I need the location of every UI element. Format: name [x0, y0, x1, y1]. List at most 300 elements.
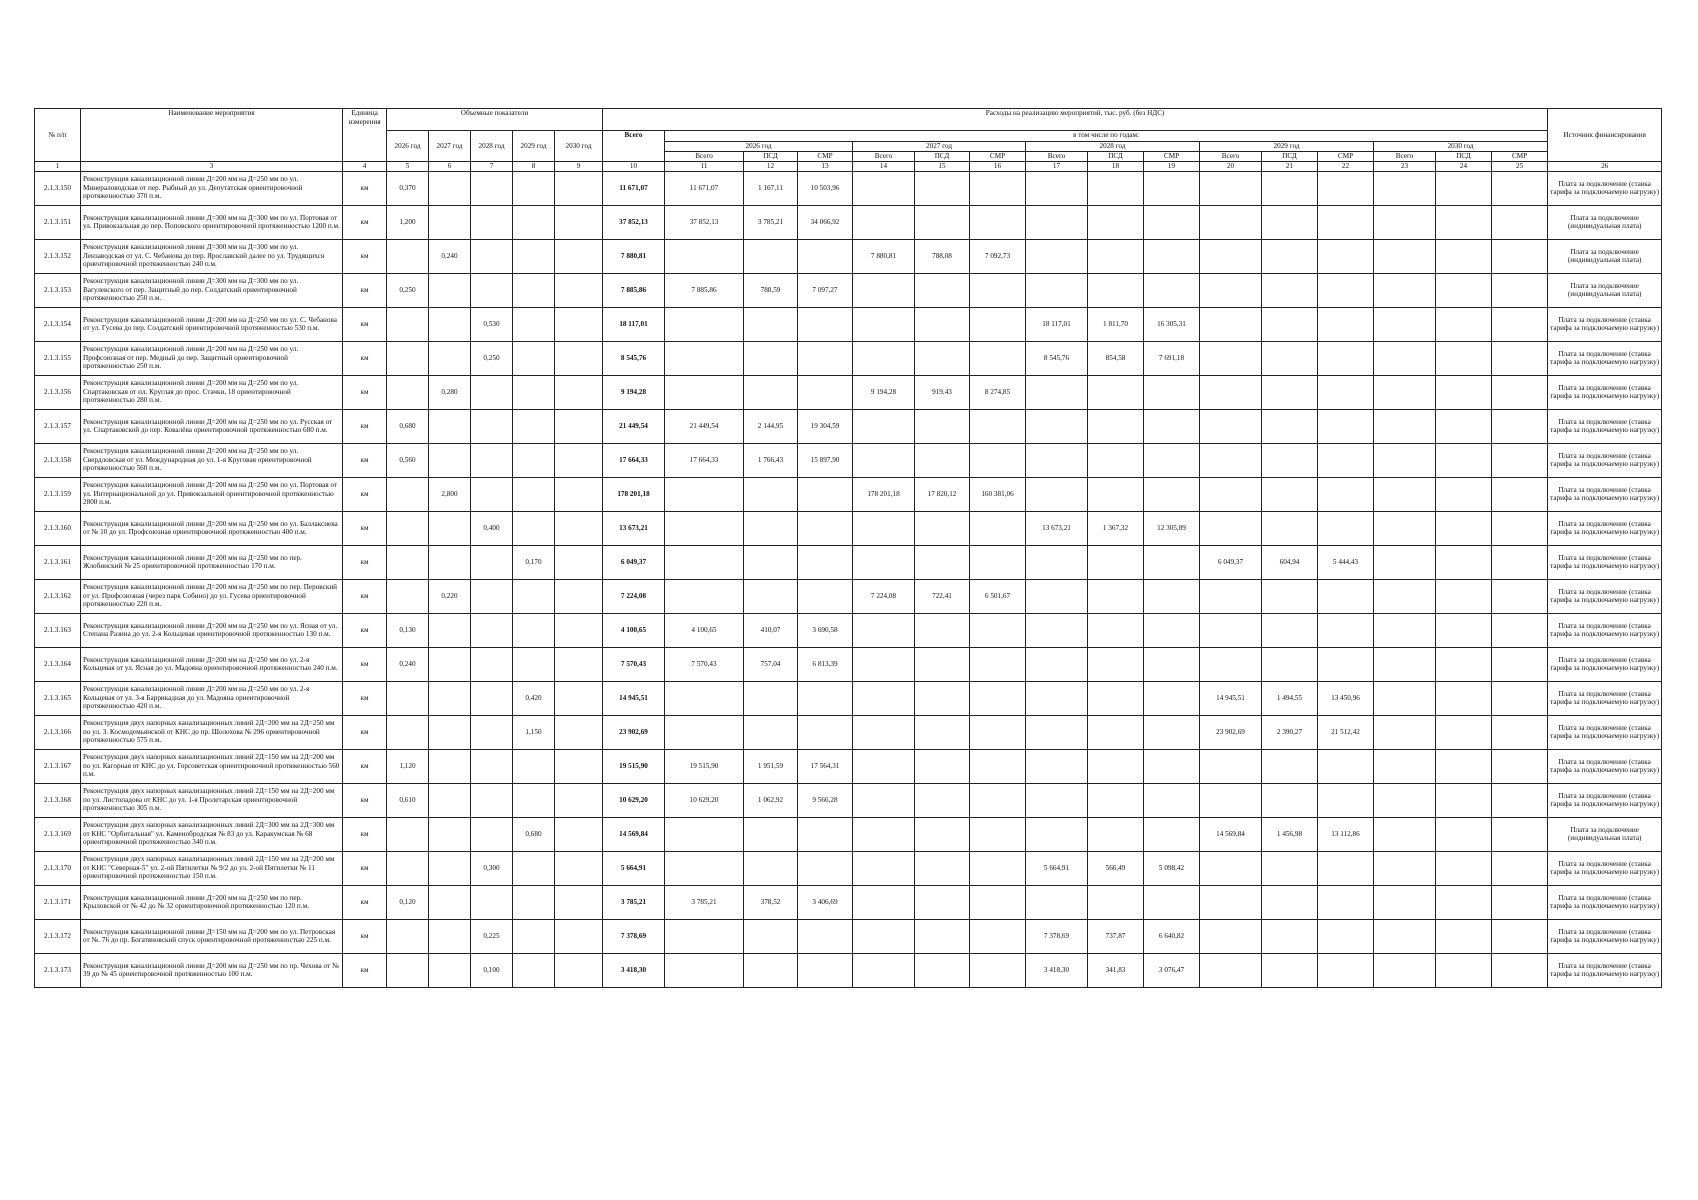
- row-cost-total: [1200, 171, 1262, 205]
- row-cost-total: 6 049,37: [1200, 545, 1262, 579]
- row-cost-total: 37 852,13: [665, 205, 744, 239]
- row-cost-psd: 854,58: [1088, 341, 1144, 375]
- row-cost-psd: [744, 375, 798, 409]
- row-cost-total: [1374, 953, 1436, 987]
- row-cost-smr: [1318, 443, 1374, 477]
- row-volume: [387, 953, 429, 987]
- row-cost-total: [1374, 919, 1436, 953]
- row-volume: [555, 477, 603, 511]
- row-name: Реконструкция двух напорных канализационных линий 2Д=300 мм на 2Д=300 мм от КНС "Орбитальная" ул. Каменобродская № 83 до ул. Каракумская № 68 ориентировочной протяженностью 340 п.м.: [81, 817, 343, 851]
- row-cost-smr: [970, 885, 1026, 919]
- row-cost-smr: [1492, 885, 1548, 919]
- row-volume: [429, 681, 471, 715]
- table-row: [35, 613, 1662, 647]
- table-row: [35, 817, 1662, 851]
- column-number: 5: [387, 162, 429, 172]
- row-cost-psd: 410,07: [744, 613, 798, 647]
- row-cost-smr: [970, 205, 1026, 239]
- row-cost-smr: [1144, 885, 1200, 919]
- row-cost-smr: [970, 443, 1026, 477]
- row-unit: км: [343, 579, 387, 613]
- row-cost-smr: [970, 171, 1026, 205]
- row-name: Реконструкция канализационной линии Д=200 мм на Д=250 мм по ул. Портовая от ул. Интернациональной до ул. Привокзальной ориентировочной протяженностью 2800 п.м.: [81, 477, 343, 511]
- row-volume: [513, 885, 555, 919]
- column-number: 7: [471, 162, 513, 172]
- row-total: 7 880,81: [603, 239, 665, 273]
- row-name: Реконструкция канализационной линии Д=300 мм на Д=300 мм по ул. Портовая от ул. Привокзальная до пер. Поповского ориентировочной протяженностью 1200 п.м.: [81, 205, 343, 239]
- row-name: Реконструкция канализационной линии Д=300 мм на Д=300 мм по ул. Лензаводская от ул. С. Чебанова до пер. Ярославский далее по ул. Трудящихся ориентировочной протяженностью 240 п.м.: [81, 239, 343, 273]
- row-volume: [471, 681, 513, 715]
- row-volume: 0,220: [429, 579, 471, 613]
- row-cost-total: 3 418,30: [1026, 953, 1088, 987]
- row-id: 2.1.3.155: [35, 341, 81, 375]
- header-sub-total: Всего: [1374, 152, 1436, 162]
- row-cost-smr: [1144, 171, 1200, 205]
- row-cost-psd: [1262, 749, 1318, 783]
- row-total: 7 885,86: [603, 273, 665, 307]
- row-volume: [471, 477, 513, 511]
- row-volume: [555, 171, 603, 205]
- row-volume: 0,100: [471, 953, 513, 987]
- row-volume: [429, 511, 471, 545]
- row-cost-total: [1026, 783, 1088, 817]
- row-total: 21 449,54: [603, 409, 665, 443]
- header-sub-total: Всего: [853, 152, 915, 162]
- column-number: 8: [513, 162, 555, 172]
- row-cost-total: [1200, 205, 1262, 239]
- row-unit: км: [343, 477, 387, 511]
- row-volume: [555, 953, 603, 987]
- column-number: 22: [1318, 162, 1374, 172]
- row-unit: км: [343, 171, 387, 205]
- row-cost-psd: [1262, 477, 1318, 511]
- row-cost-smr: [1318, 613, 1374, 647]
- row-cost-smr: [1318, 647, 1374, 681]
- row-cost-total: [853, 545, 915, 579]
- row-cost-psd: [1436, 409, 1492, 443]
- row-cost-total: 11 671,07: [665, 171, 744, 205]
- row-id: 2.1.3.150: [35, 171, 81, 205]
- row-cost-smr: [798, 579, 853, 613]
- row-id: 2.1.3.151: [35, 205, 81, 239]
- row-source: Плата за подключение (ставка тарифа за подключаемую нагрузку): [1548, 681, 1662, 715]
- row-cost-psd: [1436, 273, 1492, 307]
- row-volume: [387, 545, 429, 579]
- header-volume: Объемные показатели: [387, 109, 603, 131]
- row-id: 2.1.3.154: [35, 307, 81, 341]
- row-cost-psd: [915, 545, 970, 579]
- row-cost-psd: 788,59: [744, 273, 798, 307]
- row-volume: [387, 239, 429, 273]
- row-unit: км: [343, 511, 387, 545]
- row-name: Реконструкция канализационной линии Д=200 мм на Д=250 мм по ул. Свердловская от ул. Международная до ул. 1-я Круговая ориентировочной протяженностью 560 п.м.: [81, 443, 343, 477]
- row-name: Реконструкция канализационной линии Д=200 мм на Д=250 мм по ул. 2-я Кольцевая от ул. Ясная до ул. Мадояна ориентировочной протяженностью 240 п.м.: [81, 647, 343, 681]
- row-cost-psd: 1 766,43: [744, 443, 798, 477]
- row-cost-psd: [1436, 613, 1492, 647]
- row-id: 2.1.3.172: [35, 919, 81, 953]
- row-cost-total: [1026, 171, 1088, 205]
- row-unit: км: [343, 715, 387, 749]
- column-number: 10: [603, 162, 665, 172]
- header-cost-year-2027: 2027 год: [853, 142, 1026, 152]
- row-cost-total: [665, 307, 744, 341]
- row-cost-smr: 13 450,96: [1318, 681, 1374, 715]
- table-row: [35, 511, 1662, 545]
- row-source: Плата за подключение (ставка тарифа за подключаемую нагрузку): [1548, 477, 1662, 511]
- row-cost-smr: [970, 783, 1026, 817]
- row-volume: [471, 749, 513, 783]
- row-cost-total: [665, 681, 744, 715]
- table-header: [35, 109, 1662, 172]
- row-total: 3 785,21: [603, 885, 665, 919]
- row-total: 7 224,08: [603, 579, 665, 613]
- row-unit: км: [343, 375, 387, 409]
- row-cost-smr: [798, 681, 853, 715]
- row-total: 6 049,37: [603, 545, 665, 579]
- row-volume: 0,610: [387, 783, 429, 817]
- row-id: 2.1.3.170: [35, 851, 81, 885]
- row-cost-smr: [1318, 885, 1374, 919]
- row-cost-psd: [744, 307, 798, 341]
- row-cost-smr: [798, 375, 853, 409]
- row-cost-smr: [1318, 205, 1374, 239]
- row-cost-total: [853, 851, 915, 885]
- row-cost-smr: [798, 715, 853, 749]
- row-volume: [429, 443, 471, 477]
- row-unit: км: [343, 817, 387, 851]
- row-cost-psd: [1262, 579, 1318, 613]
- row-cost-total: [853, 409, 915, 443]
- row-cost-psd: [744, 341, 798, 375]
- row-cost-psd: [744, 715, 798, 749]
- row-volume: [513, 953, 555, 987]
- row-volume: [555, 375, 603, 409]
- row-id: 2.1.3.162: [35, 579, 81, 613]
- row-cost-psd: [1262, 919, 1318, 953]
- row-cost-psd: [1436, 511, 1492, 545]
- row-cost-smr: [1318, 851, 1374, 885]
- row-volume: [555, 885, 603, 919]
- row-id: 2.1.3.159: [35, 477, 81, 511]
- row-source: Плата за подключение (индивидуальная плата): [1548, 239, 1662, 273]
- header-cost-year-2028: 2028 год: [1026, 142, 1200, 152]
- row-volume: 1,120: [387, 749, 429, 783]
- row-total: 178 201,18: [603, 477, 665, 511]
- row-cost-total: [1200, 783, 1262, 817]
- row-cost-psd: [1088, 681, 1144, 715]
- row-unit: км: [343, 273, 387, 307]
- row-cost-total: [1026, 239, 1088, 273]
- row-cost-psd: 2 144,95: [744, 409, 798, 443]
- measures-table: [34, 108, 1662, 988]
- row-cost-smr: 3 690,58: [798, 613, 853, 647]
- row-volume: [513, 205, 555, 239]
- header-sub-total: Всего: [665, 152, 744, 162]
- row-volume: [513, 307, 555, 341]
- row-cost-total: [1026, 273, 1088, 307]
- row-cost-psd: [1088, 477, 1144, 511]
- header-vol-year-2027: 2027 год: [429, 131, 471, 162]
- row-cost-psd: [915, 613, 970, 647]
- row-cost-total: [665, 239, 744, 273]
- row-volume: [387, 715, 429, 749]
- row-cost-psd: 2 390,27: [1262, 715, 1318, 749]
- row-source: Плата за подключение (ставка тарифа за подключаемую нагрузку): [1548, 443, 1662, 477]
- row-cost-psd: [915, 681, 970, 715]
- table-row: [35, 409, 1662, 443]
- table-row: [35, 171, 1662, 205]
- row-cost-total: [1374, 341, 1436, 375]
- row-cost-total: [1374, 171, 1436, 205]
- row-cost-smr: [1318, 239, 1374, 273]
- row-id: 2.1.3.158: [35, 443, 81, 477]
- row-volume: [555, 851, 603, 885]
- row-cost-smr: [1318, 511, 1374, 545]
- row-cost-psd: 1 456,98: [1262, 817, 1318, 851]
- row-cost-psd: [1436, 171, 1492, 205]
- row-cost-total: [1200, 885, 1262, 919]
- row-id: 2.1.3.160: [35, 511, 81, 545]
- row-cost-smr: [1492, 817, 1548, 851]
- row-unit: км: [343, 239, 387, 273]
- column-numbers-row: [35, 162, 1662, 172]
- row-id: 2.1.3.152: [35, 239, 81, 273]
- row-total: 23 902,69: [603, 715, 665, 749]
- header-sub-psd: ПСД: [1088, 152, 1144, 162]
- row-cost-psd: [915, 953, 970, 987]
- row-volume: [555, 545, 603, 579]
- row-cost-smr: [1144, 579, 1200, 613]
- row-volume: 0,300: [471, 851, 513, 885]
- row-cost-psd: [1436, 579, 1492, 613]
- row-cost-smr: [1492, 749, 1548, 783]
- row-volume: [471, 273, 513, 307]
- row-name: Реконструкция двух напорных канализационных линий 2Д=150 мм на 2Д=200 мм по ул. Листопадова от КНС до ул. 1-я Пролетарская ориентировочной протяженностью 305 п.м.: [81, 783, 343, 817]
- row-cost-psd: [1436, 341, 1492, 375]
- row-cost-smr: 19 304,59: [798, 409, 853, 443]
- row-volume: [513, 647, 555, 681]
- header-sub-smr: СМР: [1318, 152, 1374, 162]
- row-volume: [429, 749, 471, 783]
- row-cost-psd: [1088, 715, 1144, 749]
- row-cost-total: [665, 953, 744, 987]
- row-cost-smr: 34 066,92: [798, 205, 853, 239]
- row-cost-psd: [915, 851, 970, 885]
- row-cost-smr: 17 564,31: [798, 749, 853, 783]
- row-total: 8 545,76: [603, 341, 665, 375]
- row-volume: [471, 545, 513, 579]
- row-cost-total: [1026, 681, 1088, 715]
- row-cost-psd: [1436, 749, 1492, 783]
- row-cost-total: 7 570,43: [665, 647, 744, 681]
- row-cost-psd: [1262, 171, 1318, 205]
- column-number: 24: [1436, 162, 1492, 172]
- row-volume: [471, 579, 513, 613]
- row-cost-psd: [744, 953, 798, 987]
- row-unit: км: [343, 341, 387, 375]
- row-cost-smr: [1144, 715, 1200, 749]
- column-number: 1: [35, 162, 81, 172]
- row-cost-smr: [798, 239, 853, 273]
- row-cost-psd: [744, 681, 798, 715]
- row-cost-total: [853, 613, 915, 647]
- row-id: 2.1.3.167: [35, 749, 81, 783]
- row-cost-total: 10 629,20: [665, 783, 744, 817]
- row-cost-psd: [1436, 647, 1492, 681]
- row-cost-smr: [1144, 477, 1200, 511]
- row-cost-total: [1374, 579, 1436, 613]
- row-name: Реконструкция канализационной линии Д=200 мм на Д=250 мм по ул. Спартаковская от пл. Круглая до прос. Стачки, 18 ориентировочной протяженностью 280 п.м.: [81, 375, 343, 409]
- row-volume: 0,280: [429, 375, 471, 409]
- row-cost-psd: [1436, 205, 1492, 239]
- row-total: 4 100,65: [603, 613, 665, 647]
- row-cost-total: 7 880,81: [853, 239, 915, 273]
- row-volume: [387, 511, 429, 545]
- row-cost-smr: [1492, 545, 1548, 579]
- row-cost-psd: 378,52: [744, 885, 798, 919]
- row-volume: [429, 341, 471, 375]
- row-volume: [471, 239, 513, 273]
- header-vol-year-2026: 2026 год: [387, 131, 429, 162]
- row-volume: [555, 681, 603, 715]
- row-cost-smr: [1492, 273, 1548, 307]
- table-row: [35, 783, 1662, 817]
- row-volume: 0,130: [387, 613, 429, 647]
- header-source: Источник финансирования: [1548, 109, 1662, 162]
- row-cost-smr: [970, 919, 1026, 953]
- header-unit: Единица измерения: [343, 109, 387, 162]
- row-cost-smr: [1492, 851, 1548, 885]
- row-cost-smr: [970, 545, 1026, 579]
- column-number: 26: [1548, 162, 1662, 172]
- row-volume: 1,200: [387, 205, 429, 239]
- row-volume: [387, 375, 429, 409]
- row-cost-smr: [798, 851, 853, 885]
- row-cost-smr: [798, 511, 853, 545]
- row-volume: 0,120: [387, 885, 429, 919]
- row-cost-psd: 757,04: [744, 647, 798, 681]
- row-id: 2.1.3.169: [35, 817, 81, 851]
- row-unit: км: [343, 307, 387, 341]
- row-volume: 0,240: [387, 647, 429, 681]
- row-cost-total: [1200, 307, 1262, 341]
- row-cost-psd: 788,08: [915, 239, 970, 273]
- row-cost-smr: [798, 817, 853, 851]
- row-unit: км: [343, 749, 387, 783]
- row-cost-psd: [915, 341, 970, 375]
- row-unit: км: [343, 885, 387, 919]
- row-cost-smr: [970, 953, 1026, 987]
- row-cost-smr: 5 444,43: [1318, 545, 1374, 579]
- row-cost-psd: 1 494,55: [1262, 681, 1318, 715]
- row-cost-total: [1374, 239, 1436, 273]
- column-number: 19: [1144, 162, 1200, 172]
- row-cost-total: [1026, 613, 1088, 647]
- row-unit: км: [343, 783, 387, 817]
- row-source: Плата за подключение (ставка тарифа за подключаемую нагрузку): [1548, 647, 1662, 681]
- row-cost-psd: [1262, 273, 1318, 307]
- row-volume: [513, 273, 555, 307]
- row-source: Плата за подключение (ставка тарифа за подключаемую нагрузку): [1548, 579, 1662, 613]
- row-volume: [555, 341, 603, 375]
- row-cost-smr: [970, 851, 1026, 885]
- row-cost-smr: [1492, 919, 1548, 953]
- row-cost-smr: [1144, 375, 1200, 409]
- row-cost-total: [665, 579, 744, 613]
- header-sub-smr: СМР: [1492, 152, 1548, 162]
- row-cost-smr: [1492, 341, 1548, 375]
- row-cost-psd: [1436, 239, 1492, 273]
- row-cost-smr: 10 503,96: [798, 171, 853, 205]
- row-cost-psd: [1436, 681, 1492, 715]
- row-cost-psd: [1088, 239, 1144, 273]
- row-volume: [429, 273, 471, 307]
- row-volume: [429, 885, 471, 919]
- row-volume: [555, 443, 603, 477]
- row-cost-total: [1200, 273, 1262, 307]
- row-cost-smr: [1144, 681, 1200, 715]
- row-cost-total: 8 545,76: [1026, 341, 1088, 375]
- row-cost-smr: [1318, 409, 1374, 443]
- column-number: 20: [1200, 162, 1262, 172]
- row-cost-total: [1200, 851, 1262, 885]
- row-cost-psd: [744, 851, 798, 885]
- table-row: [35, 715, 1662, 749]
- row-cost-psd: 566,49: [1088, 851, 1144, 885]
- row-volume: [429, 205, 471, 239]
- row-name: Реконструкция канализационной линии Д=200 мм на Д=250 мм по ул. Профсоюзная от пер. Медный до пер. Защитный ориентировочной протяженностью 250 п.м.: [81, 341, 343, 375]
- row-id: 2.1.3.153: [35, 273, 81, 307]
- row-total: 13 673,21: [603, 511, 665, 545]
- row-cost-smr: [1318, 171, 1374, 205]
- row-cost-psd: [1436, 715, 1492, 749]
- row-volume: [471, 783, 513, 817]
- row-cost-smr: [970, 273, 1026, 307]
- row-cost-smr: [1144, 205, 1200, 239]
- table-row: [35, 443, 1662, 477]
- row-volume: [513, 375, 555, 409]
- row-cost-total: [853, 341, 915, 375]
- header-num: № п/п: [35, 109, 81, 162]
- row-cost-total: [1026, 749, 1088, 783]
- row-unit: км: [343, 409, 387, 443]
- table-row: [35, 307, 1662, 341]
- row-source: Плата за подключение (ставка тарифа за подключаемую нагрузку): [1548, 409, 1662, 443]
- row-cost-psd: [1262, 953, 1318, 987]
- row-cost-smr: 6 501,67: [970, 579, 1026, 613]
- row-cost-total: [1200, 579, 1262, 613]
- row-cost-smr: [1144, 647, 1200, 681]
- row-id: 2.1.3.161: [35, 545, 81, 579]
- row-volume: [513, 171, 555, 205]
- header-sub-smr: СМР: [798, 152, 853, 162]
- row-cost-total: [1200, 919, 1262, 953]
- row-cost-psd: [1262, 205, 1318, 239]
- row-cost-total: [853, 783, 915, 817]
- header-cost-year-2026: 2026 год: [665, 142, 853, 152]
- row-volume: 0,680: [513, 817, 555, 851]
- header-sub-psd: ПСД: [1436, 152, 1492, 162]
- column-number: 21: [1262, 162, 1318, 172]
- table-row: [35, 885, 1662, 919]
- row-cost-smr: 16 305,31: [1144, 307, 1200, 341]
- row-volume: [513, 341, 555, 375]
- row-volume: [513, 783, 555, 817]
- row-cost-smr: [1492, 205, 1548, 239]
- row-volume: [429, 647, 471, 681]
- row-volume: [555, 409, 603, 443]
- row-volume: [513, 443, 555, 477]
